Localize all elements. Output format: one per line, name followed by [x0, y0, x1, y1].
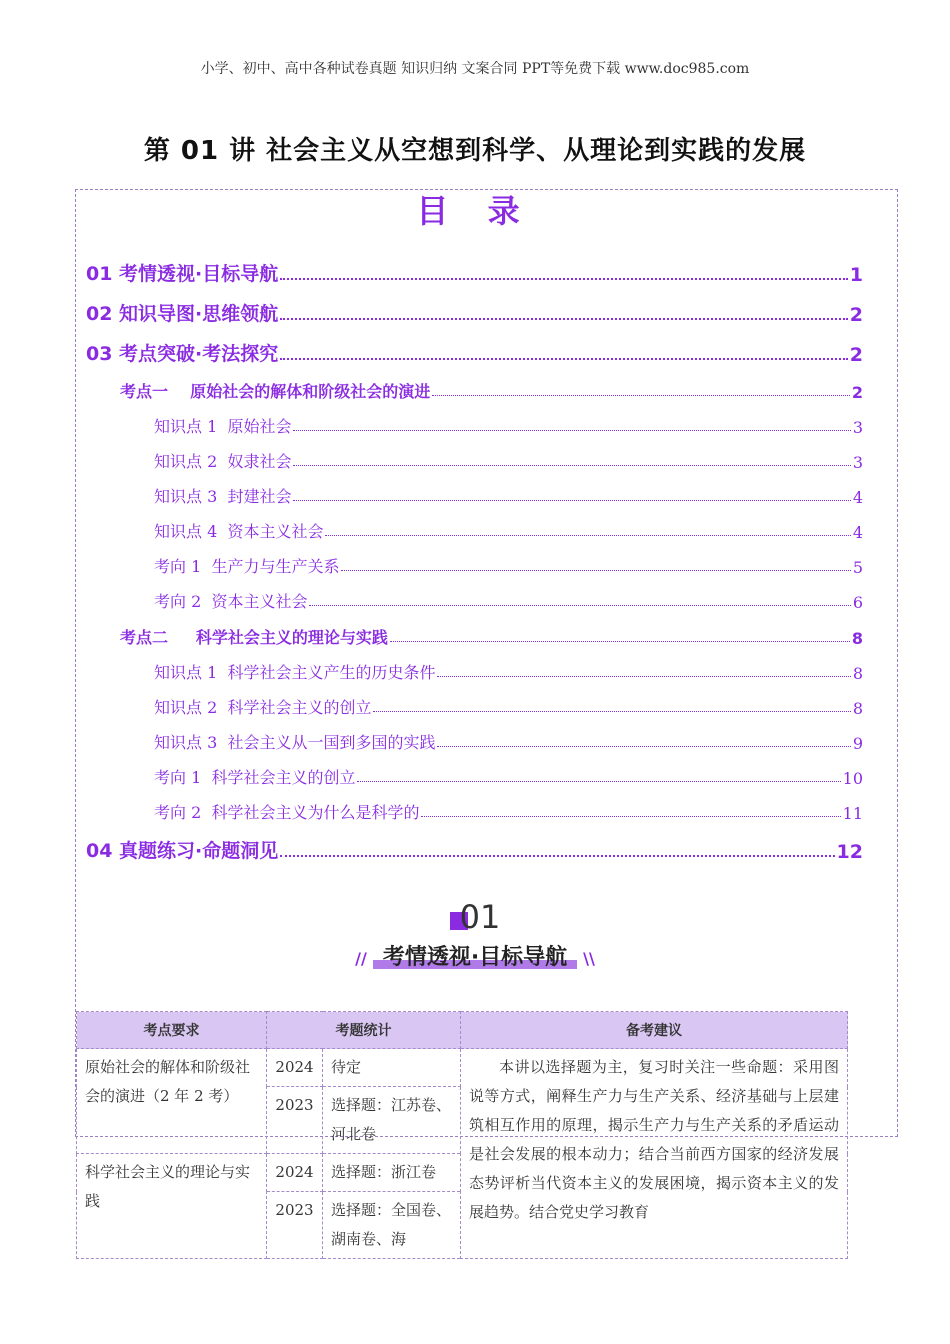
toc-entry[interactable] — [86, 718, 863, 753]
toc-entry[interactable] — [86, 612, 863, 648]
year-cell: 2023 — [267, 1192, 323, 1259]
toc-leader — [280, 318, 847, 320]
toc-entry-page: 2 — [849, 304, 863, 326]
toc-entry-page: 8 — [852, 699, 863, 718]
toc-leader — [280, 855, 834, 857]
toc-entry-label: 考向 2 科学社会主义为什么是科学的 — [154, 803, 420, 822]
toc-entry[interactable] — [86, 577, 863, 612]
toc-leader — [280, 358, 847, 360]
toc-leader — [325, 535, 850, 536]
toc-leader — [357, 781, 840, 782]
toc-title: 目 录 — [416, 192, 534, 230]
toc-leader — [293, 500, 850, 501]
toc-entry-label: 知识点 1 原始社会 — [154, 417, 292, 436]
section-title: 考情透视·目标导航 — [373, 940, 577, 971]
topic-cell: 科学社会主义的理论与实践 — [77, 1154, 267, 1259]
header-advice: 备考建议 — [461, 1012, 848, 1049]
toc-entry-label: 考点二 科学社会主义的理论与实践 — [120, 628, 388, 647]
toc-entry[interactable] — [86, 648, 863, 683]
toc-entry-label: 考点一 原始社会的解体和阶级社会的演进 — [120, 382, 431, 401]
page-header: 小学、初中、高中各种试卷真题 知识归纳 文案合同 PPT等免费下载 www.doc985.com — [200, 61, 750, 77]
header-stats: 考题统计 — [267, 1012, 461, 1049]
page-title: 第 01 讲 社会主义从空想到科学、从理论到实践的发展 — [143, 136, 807, 166]
advice-cell: 本讲以选择题为主，复习时关注一些命题：采用图说等方式，阐释生产力与生产关系、经济基础与上层建筑相互作用的原理，揭示生产力与生产关系的矛盾运动是社会发展的根本动力；结合当前西方国家的经济发展态势评析当代资本主义的发展困境，揭示资本主义的发展趋势。结合党史学习教育 — [461, 1049, 848, 1259]
desc-cell: 待定 — [323, 1049, 461, 1087]
table-row — [77, 1049, 848, 1087]
toc-entry[interactable] — [86, 437, 863, 472]
toc-leader — [293, 430, 850, 431]
toc-leader — [280, 278, 847, 280]
toc-entry[interactable] — [86, 507, 863, 542]
toc-entry-page: 4 — [852, 523, 863, 542]
toc-entry[interactable] — [86, 402, 863, 437]
toc-entry-label: 03 考点突破·考法探究 — [86, 343, 279, 365]
topic-cell: 原始社会的解体和阶级社会的演进（2 年 2 考） — [77, 1049, 267, 1154]
section-heading — [0, 940, 950, 971]
desc-cell: 选择题：全国卷、湖南卷、海 — [323, 1192, 461, 1259]
toc-entry-label: 考向 1 生产力与生产关系 — [154, 557, 340, 576]
toc-entry-page: 1 — [849, 264, 863, 286]
toc-entry-page: 10 — [842, 769, 863, 788]
toc-entry[interactable] — [86, 366, 863, 402]
toc-entry-page: 2 — [851, 383, 863, 402]
toc-entry-page: 11 — [842, 804, 863, 823]
toc-entry-label: 04 真题练习·命题洞见 — [86, 840, 279, 862]
exam-analysis-table — [76, 1011, 848, 1259]
toc-entry-page: 4 — [852, 488, 863, 507]
toc-entry[interactable] — [86, 788, 863, 823]
section-number: 01 — [0, 898, 950, 936]
toc-leader — [390, 641, 850, 642]
toc-list — [86, 246, 863, 863]
toc-entry-page: 3 — [852, 453, 863, 472]
toc-entry-page: 2 — [849, 344, 863, 366]
toc-entry[interactable] — [86, 246, 863, 286]
toc-entry-label: 知识点 4 资本主义社会 — [154, 522, 324, 541]
toc-leader — [341, 570, 850, 571]
toc-leader — [293, 465, 850, 466]
desc-cell: 选择题：浙江卷 — [323, 1154, 461, 1192]
toc-entry[interactable] — [86, 542, 863, 577]
year-cell: 2023 — [267, 1087, 323, 1154]
toc-entry-label: 知识点 1 科学社会主义产生的历史条件 — [154, 663, 436, 682]
toc-entry[interactable] — [86, 472, 863, 507]
toc-leader — [421, 816, 840, 817]
year-cell: 2024 — [267, 1049, 323, 1087]
toc-entry-page: 3 — [852, 418, 863, 437]
slash-decoration-right: \\ — [583, 949, 595, 968]
slash-decoration-left: // — [355, 949, 367, 968]
toc-entry-page: 12 — [836, 841, 863, 863]
toc-entry-label: 知识点 3 封建社会 — [154, 487, 292, 506]
toc-entry[interactable] — [86, 683, 863, 718]
desc-cell: 选择题：江苏卷、河北卷 — [323, 1087, 461, 1154]
toc-entry[interactable] — [86, 286, 863, 326]
toc-entry-label: 考向 2 资本主义社会 — [154, 592, 308, 611]
header-topic: 考点要求 — [77, 1012, 267, 1049]
toc-entry-label: 知识点 3 社会主义从一国到多国的实践 — [154, 733, 436, 752]
toc-entry-page: 5 — [852, 558, 863, 577]
toc-entry-label: 02 知识导图·思维领航 — [86, 303, 279, 325]
toc-entry-label: 01 考情透视·目标导航 — [86, 263, 279, 285]
toc-leader — [437, 676, 850, 677]
toc-entry[interactable] — [86, 326, 863, 366]
toc-leader — [373, 711, 850, 712]
toc-entry[interactable] — [86, 823, 863, 863]
toc-leader — [437, 746, 850, 747]
toc-entry-page: 9 — [852, 734, 863, 753]
toc-entry-page: 8 — [851, 629, 863, 648]
toc-entry[interactable] — [86, 753, 863, 788]
toc-entry-page: 8 — [852, 664, 863, 683]
toc-leader — [309, 605, 850, 606]
toc-entry-page: 6 — [852, 593, 863, 612]
toc-leader — [432, 395, 850, 396]
toc-entry-label: 知识点 2 奴隶社会 — [154, 452, 292, 471]
toc-entry-label: 知识点 2 科学社会主义的创立 — [154, 698, 372, 717]
year-cell: 2024 — [267, 1154, 323, 1192]
toc-entry-label: 考向 1 科学社会主义的创立 — [154, 768, 356, 787]
table-header-row — [77, 1012, 848, 1049]
